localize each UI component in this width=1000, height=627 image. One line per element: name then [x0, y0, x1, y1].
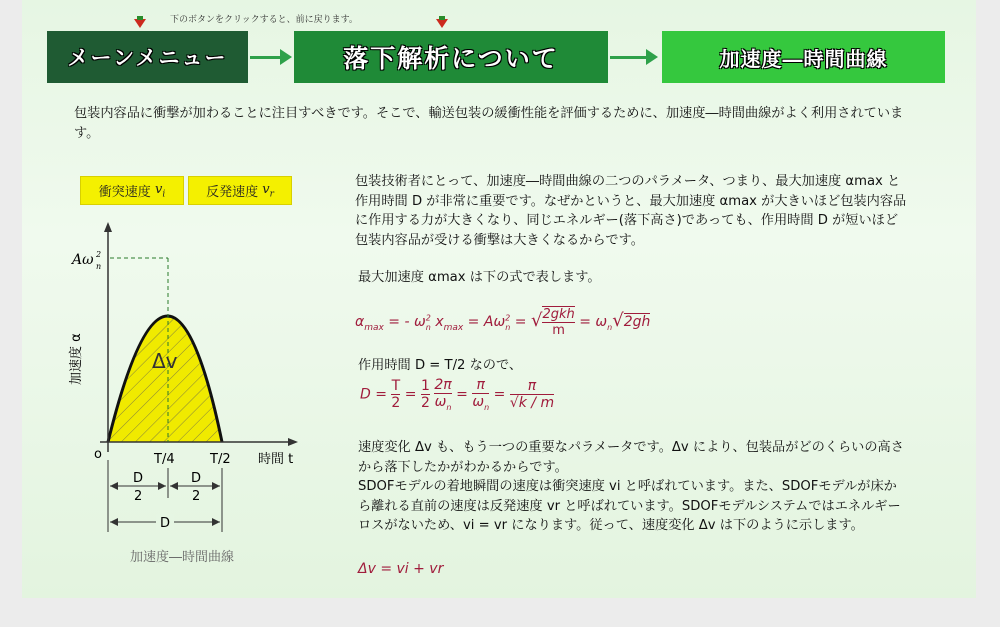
back-arrow-icon[interactable]	[436, 19, 448, 28]
peak-exponent: 2	[96, 250, 102, 259]
main-menu-button[interactable]: メーンメニュー	[47, 31, 248, 83]
velocity-change-column	[358, 438, 910, 536]
accel-time-curve-button[interactable]: 加速度―時間曲線	[662, 31, 945, 83]
dim-arrow-icon	[170, 482, 178, 490]
vi-symbol: $v_i$	[154, 181, 166, 200]
explanation-column	[355, 172, 910, 288]
delta-v-label: Δv	[152, 349, 178, 373]
equation-delta-v: Δv = vi + vr	[358, 561, 444, 577]
arrow-right-icon	[610, 56, 654, 59]
acceleration-time-diagram	[60, 220, 350, 540]
paragraph-2: 最大加速度 αmax は下の式で表します。	[358, 270, 601, 285]
d-full-label: D	[160, 516, 171, 531]
diagram-caption: 加速度―時間曲線	[130, 550, 235, 565]
dim-arrow-icon	[212, 518, 220, 526]
dim-arrow-icon	[110, 518, 118, 526]
paragraph-4: 速度変化 Δv も、もう一つの重要なパラメータです。Δv により、包装品がどのくらいの高さから落下したかがわかるからです。	[358, 440, 904, 475]
dim-arrow-icon	[110, 482, 118, 490]
origin-label: o	[94, 447, 102, 462]
impact-velocity-tag	[80, 176, 184, 205]
equation-duration: D = $\frac{T}{2}$ = $\frac{1}{2}$ $\frac{2\pi}{\omega_n}$ = $\frac{\pi}{\omega_n}$ = $\frac{\pi}{√k / m}$	[360, 377, 555, 412]
paragraph-1: 包装技術者にとって、加速度―時間曲線の二つのパラメータ、つまり、最大加速度 αmax と作用時間 D が非常に重要です。なぜかというと、最大加速度 αmax が大きいほど包装内容品に作用する力が大きくなり、同じエネルギー(落下高さ)であっても、作用時間 D が短いほど包装内容品が受ける衝撃は大きくなるからです。	[355, 174, 907, 248]
vr-symbol: $v_r$	[262, 181, 274, 200]
dim-arrow-icon	[158, 482, 166, 490]
paragraph-5: SDOFモデルの着地瞬間の速度は衝突速度 vi と呼ばれています。また、SDOFモデルが床から離れる直前の速度は反発速度 vr と呼ばれています。SDOFモデルシステムではエネルギーロスがないため、vi = vr になります。従って、速度変化 Δv は下のように示します。	[358, 479, 901, 533]
equation-alpha-max: $\alpha_{max}$ = - $\omega^2_n$ $x_{max} = A\omega^2_n$ = √ 2gkh m = $\omega_n√2gh$	[355, 307, 651, 338]
back-arrow-icon[interactable]	[134, 19, 146, 28]
arrow-right-icon	[250, 56, 288, 59]
fall-analysis-button[interactable]: 落下解析について	[294, 31, 608, 83]
dim-arrow-icon	[212, 482, 220, 490]
y-axis-label: 加速度 α	[69, 333, 84, 385]
x-axis-arrow-icon	[288, 438, 298, 446]
t-half-label: T/2	[210, 452, 231, 467]
t-quarter-label: T/4	[154, 452, 175, 467]
hint-text: 下のボタンをクリックすると、前に戻ります。	[170, 15, 358, 25]
d-half-den-left: 2	[134, 489, 143, 504]
impact-velocity-label: 衝突速度	[98, 185, 151, 200]
peak-subscript: n	[96, 262, 102, 271]
y-axis-arrow-icon	[104, 222, 112, 232]
rebound-velocity-tag	[188, 176, 292, 205]
d-half-den-right: 2	[192, 489, 201, 504]
peak-label: Aω	[72, 252, 94, 268]
paragraph-3: 作用時間 D = T/2 なので、	[358, 358, 523, 373]
time-axis-label: 時間 t	[258, 452, 294, 467]
d-half-num-left: D	[133, 471, 144, 486]
d-half-num-right: D	[191, 471, 202, 486]
intro-paragraph: 包装内容品に衝撃が加わることに注目すべきです。そこで、輸送包装の緩衝性能を評価するために、加速度―時間曲線がよく利用されています。	[74, 106, 904, 141]
rebound-velocity-label: 反発速度	[206, 185, 259, 200]
